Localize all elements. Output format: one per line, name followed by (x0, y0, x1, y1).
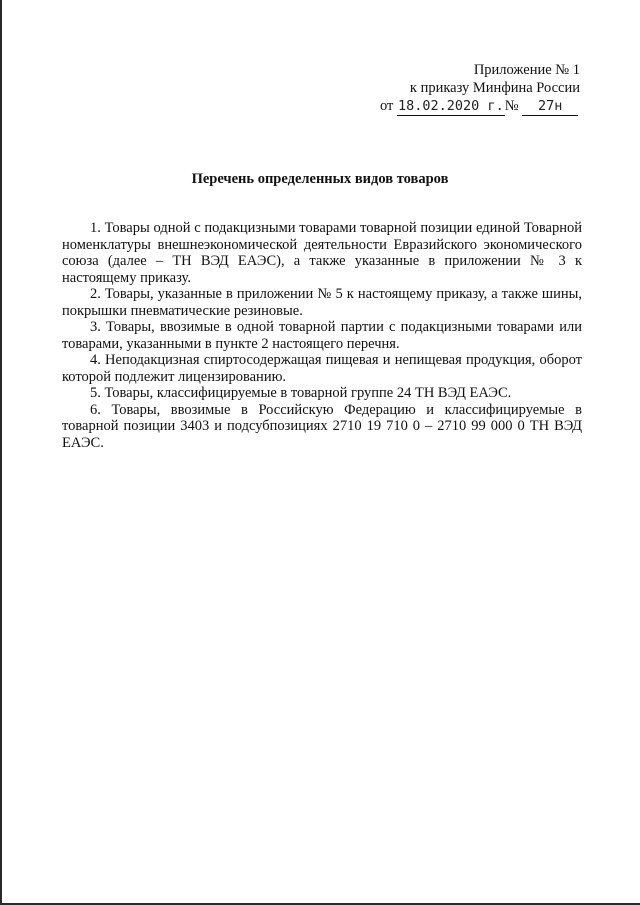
scan-border-left (0, 0, 2, 905)
list-item-5: 5. Товары, классифицируемые в товарной группе 24 ТН ВЭД ЕАЭС. (90, 385, 512, 401)
list-item-2: 2. Товары, указанные в приложении № 5 к настоящему приказу, а также шины, покрышки пневматические резиновые. (62, 286, 582, 319)
order-date-value: 18.02.2020 (398, 98, 480, 114)
list-item-6: 6. Товары, ввозимые в Российскую Федерацию и классифицируемые в товарной позиции 3403 и подсубпозициях 2710 19 710 0 – 2710 99 000 0 ТН ВЭД ЕАЭС. (62, 401, 582, 451)
order-number: 27н (522, 97, 578, 116)
number-label: № (504, 98, 519, 114)
appendix-header (370, 61, 580, 97)
date-prefix: от (380, 98, 394, 114)
order-date-number (380, 97, 580, 116)
list-item-4: 4. Неподакцизная спиртосодержащая пищевая и непищевая продукция, оборот которой подлежит лицензированию. (62, 352, 582, 385)
list-item-1: 1. Товары одной с подакцизными товарами товарной позиции единой Товарной номенклатуры внешнеэкономической деятельности Евразийского экономического союза (далее – ТН ВЭД ЕАЭС), а также указанные в приложении № 3 к настоящему приказу. (62, 220, 582, 286)
document-title: Перечень определенных видов товаров (191, 171, 449, 187)
appendix-label: Приложение № 1 (473, 62, 580, 78)
order-reference: к приказу Минфина России (409, 80, 580, 96)
goods-list (62, 220, 582, 451)
order-date (397, 97, 505, 116)
list-item-3: 3. Товары, ввозимые в одной товарной партии с подакцизными товарами или товарами, указанными в пункте 2 настоящего перечня. (62, 319, 582, 352)
year-suffix: г. (487, 98, 504, 114)
